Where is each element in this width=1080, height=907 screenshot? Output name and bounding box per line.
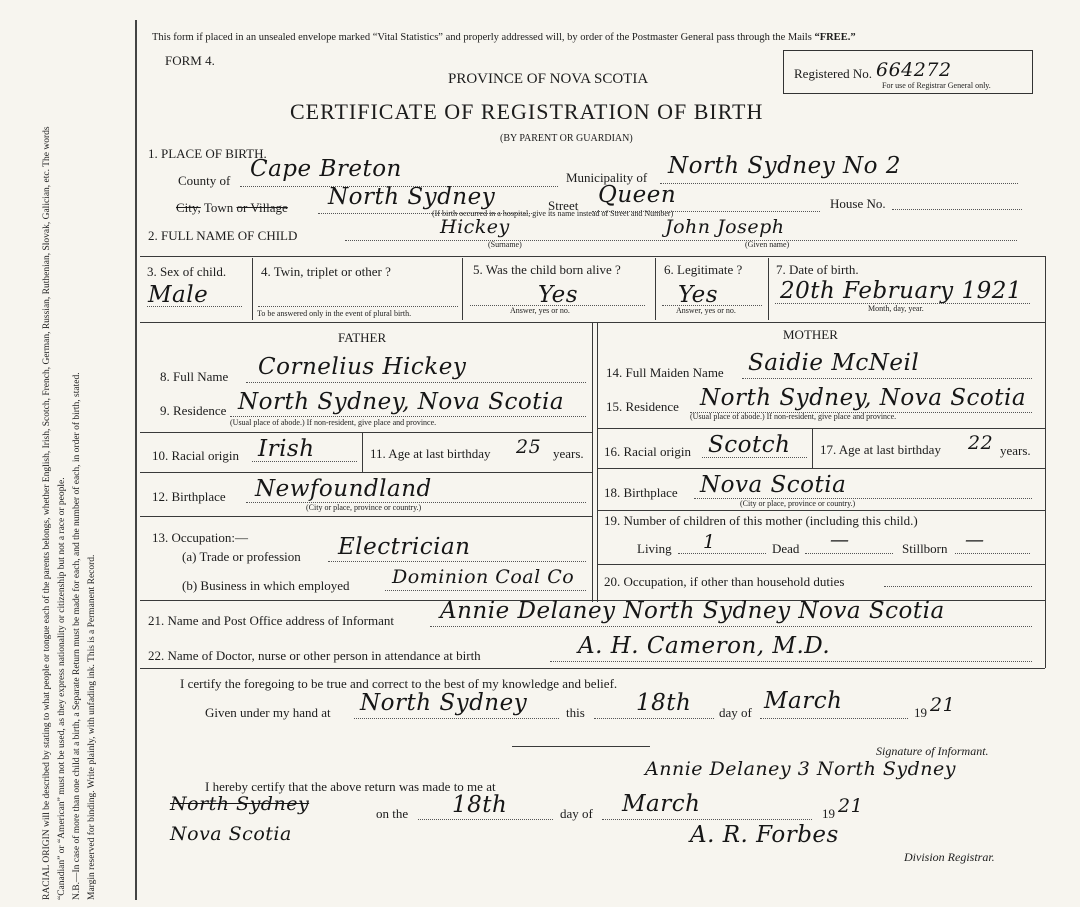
house-no-label: House No. [830,196,886,211]
father-race-label: 10. Racial origin [152,448,240,463]
given-day-of-label: day of [719,705,752,720]
doctor-label: 22. Name of Doctor, nurse or other person in attendance at birth [148,648,481,663]
margin-notes [40,100,100,900]
given-under-label: Given under my hand at [205,705,331,720]
father-age-unit: years. [553,446,584,461]
legitimate-value: Yes [678,282,719,308]
registrar-year-prefix: 19 [822,806,835,821]
registrar-signature: A. R. Forbes [690,822,839,848]
alive-value: Yes [538,282,579,308]
father-birthplace-value: Newfoundland [255,476,432,502]
father-race-value: Irish [258,436,315,462]
surname-note: (Surname) [488,240,522,249]
alive-note: Answer, yes or no. [510,306,570,315]
father-residence-label: 9. Residence [160,403,227,418]
mother-residence-note: (Usual place of abode.) If non-resident, give place and province. [690,412,897,421]
child-surname: Hickey [440,216,510,238]
town-value: North Sydney [328,184,496,210]
father-birthplace-label: 12. Birthplace [152,489,226,504]
county-value: Cape Breton [250,156,402,182]
given-day-value: 18th [636,690,692,716]
given-place-value: North Sydney [360,690,528,716]
registrar-year-value: 21 [838,795,864,817]
mother-age-unit: years. [1000,443,1031,458]
father-name-value: Cornelius Hickey [258,354,467,380]
father-residence-value: North Sydney, Nova Scotia [238,389,565,415]
registrar-place-struck: North Sydney [170,793,310,815]
date-of-birth-label: 7. Date of birth. [776,262,859,277]
on-the-label: on the [376,806,409,821]
sex-value: Male [148,282,209,308]
registrar-month-value: March [622,791,701,817]
margin-racial-note: RACIAL ORIGIN will be described by stating to what people or tongue each of the parents belongs, whether English, Irish, Scotch, French, German, Russian, Ruthenian, Slovak, Galician, etc. The words “Canadian” or “American” must not be used, as they express nationality or citizenship but not a race or people. [42,126,67,900]
date-note: Month, day, year. [868,304,924,313]
alive-label: 5. Was the child born alive ? [473,262,621,277]
mother-heading: MOTHER [783,327,838,342]
mother-race-label: 16. Racial origin [604,444,692,459]
doctor-value: A. H. Cameron, M.D. [578,633,831,659]
mother-name-label: 14. Full Maiden Name [606,365,724,380]
registrar-day-of-label: day of [560,806,593,821]
margin-rule [135,20,137,900]
province-heading: PROVINCE OF NOVA SCOTIA [448,71,649,87]
father-occupation-label: 13. Occupation:— [152,530,249,545]
dead-label: Dead [772,541,800,556]
child-name-label: 2. FULL NAME OF CHILD [148,228,298,243]
father-age-label: 11. Age at last birthday [370,446,491,461]
mother-residence-label: 15. Residence [606,399,679,414]
legitimate-note: Answer, yes or no. [676,306,736,315]
twin-label: 4. Twin, triplet or other ? [261,264,391,279]
father-birthplace-note: (City or place, province or country.) [306,503,422,512]
mother-children-label: 19. Number of children of this mother (including this child.) [604,513,918,528]
this-label: this [566,705,585,720]
city-town-label: City, Town or Village [176,200,288,215]
stillborn-value: — [965,529,985,551]
child-given-name: John Joseph [665,216,785,238]
mother-occupation-label: 20. Occupation, if other than household duties [604,574,845,589]
father-residence-note: (Usual place of abode.) If non-resident, give place and province. [230,418,437,427]
registrar-day-value: 18th [452,792,508,818]
informant-signature: Annie Delaney 3 North Sydney [645,758,957,780]
mother-age-label: 17. Age at last birthday [820,442,941,457]
certificate-title: CERTIFICATE OF REGISTRATION OF BIRTH [290,99,764,124]
margin-binding-note: Margin reserved for binding. Write plainly, with unfading ink. This is a Permanent Record. [87,554,97,900]
municipality-label: Municipality of [566,170,648,185]
father-heading: FATHER [338,330,387,345]
registrar-statement: I hereby certify that the above return was made to me at [205,779,496,794]
street-value: Queen [598,182,677,208]
given-name-note: (Given name) [745,240,790,249]
legitimate-label: 6. Legitimate ? [664,262,743,277]
mother-name-value: Saidie McNeil [748,350,920,376]
registrar-place-value: Nova Scotia [170,823,292,845]
stillborn-label: Stillborn [902,541,948,556]
father-trade-value: Electrician [338,534,471,560]
given-year-prefix: 19 [914,705,927,720]
registered-box [783,50,1033,94]
certify-statement: I certify the foregoing to be true and correct to the best of my knowledge and belief. [180,676,618,691]
registered-number: 664272 [876,59,952,81]
date-of-birth-value: 20th February 1921 [780,278,1023,304]
mother-birthplace-note: (City or place, province or country.) [740,499,856,508]
living-label: Living [637,541,672,556]
father-business-value: Dominion Coal Co [392,566,575,588]
informant-label: 21. Name and Post Office address of Informant [148,613,394,628]
hospital-note: (If birth occurred in a hospital, give its name instead of Street and Number) [432,209,674,218]
twin-note: To be answered only in the event of plural birth. [257,309,412,318]
dead-value: — [830,529,850,551]
informant-signature-caption: Signature of Informant. [876,744,989,758]
form-number: FORM 4. [165,53,215,68]
mother-age-value: 22 [968,432,994,454]
informant-value: Annie Delaney North Sydney Nova Scotia [440,598,945,624]
mail-notice: This form if placed in an unsealed envelope marked “Vital Statistics” and properly addressed will, by order of the Postmaster General pass through the Mails “FREE.” [152,32,856,43]
county-label: County of [178,173,231,188]
father-trade-label: (a) Trade or profession [182,549,301,564]
mother-birthplace-label: 18. Birthplace [604,485,678,500]
street-label: Street [548,198,579,213]
margin-nb-note: N.B.—In case of more than one child at a birth, a Separate Return must be made for each, and the number of each, in order of birth, stated. [72,372,82,900]
given-month-value: March [764,688,843,714]
father-business-label: (b) Business in which employed [182,578,350,593]
mother-race-value: Scotch [708,432,791,458]
sex-label: 3. Sex of child. [147,264,227,279]
certificate-subtitle: (BY PARENT OR GUARDIAN) [500,133,633,144]
place-of-birth-label: 1. PLACE OF BIRTH. [148,146,267,161]
registrar-caption: Division Registrar. [904,850,995,864]
municipality-value: North Sydney No 2 [668,153,901,179]
father-name-label: 8. Full Name [160,369,229,384]
given-year-value: 21 [930,694,956,716]
living-value: 1 [703,531,716,553]
father-age-value: 25 [516,436,542,458]
mother-birthplace-value: Nova Scotia [700,472,847,498]
registered-label: Registered No. [794,66,872,81]
mother-residence-value: North Sydney, Nova Scotia [700,385,1027,411]
registrar-use-note: For use of Registrar General only. [882,81,991,90]
